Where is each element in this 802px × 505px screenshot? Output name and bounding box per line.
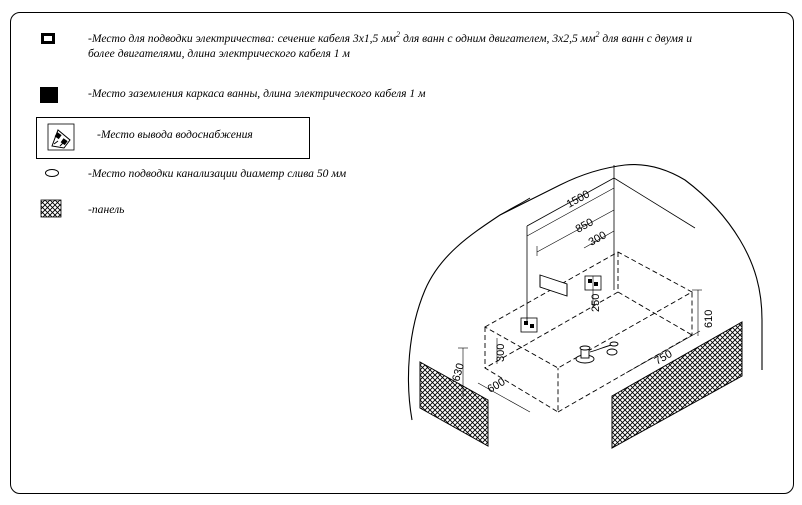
- dim-300-side: 300: [495, 343, 507, 362]
- legend-water-outlet: -Место вывода водоснабжения: [97, 128, 253, 141]
- dim-610: 610: [703, 309, 715, 328]
- dim-850: 850: [573, 216, 596, 236]
- bath-faucet: [576, 342, 618, 363]
- right-panel: [612, 322, 742, 448]
- legend-panel: -панель: [88, 203, 125, 216]
- dim-1500: 1500: [564, 188, 592, 211]
- dim-750: 750: [652, 348, 675, 368]
- dim-300-top: 300: [586, 229, 609, 249]
- wall-spout: [540, 275, 567, 296]
- dim-630: 630: [450, 361, 467, 383]
- dim-600: 600: [485, 376, 508, 396]
- legend-grounding: -Место заземления каркаса ванны, длина электрического кабеля 1 м: [88, 87, 426, 100]
- wall-electric-outlet: [521, 318, 537, 332]
- dim-250: 250: [590, 293, 602, 312]
- legend-drain: -Место подводки канализации диаметр слива 50 мм: [88, 167, 347, 180]
- legend-electric-supply: -Место для подводки электричества: сечение кабеля 3х1,5 $мм^2$ для ванн с одним двигателем, 3х2,5 $мм^2$ для ванн с двумя и более двигателями, длина электрического кабеля 1 м: [88, 30, 693, 60]
